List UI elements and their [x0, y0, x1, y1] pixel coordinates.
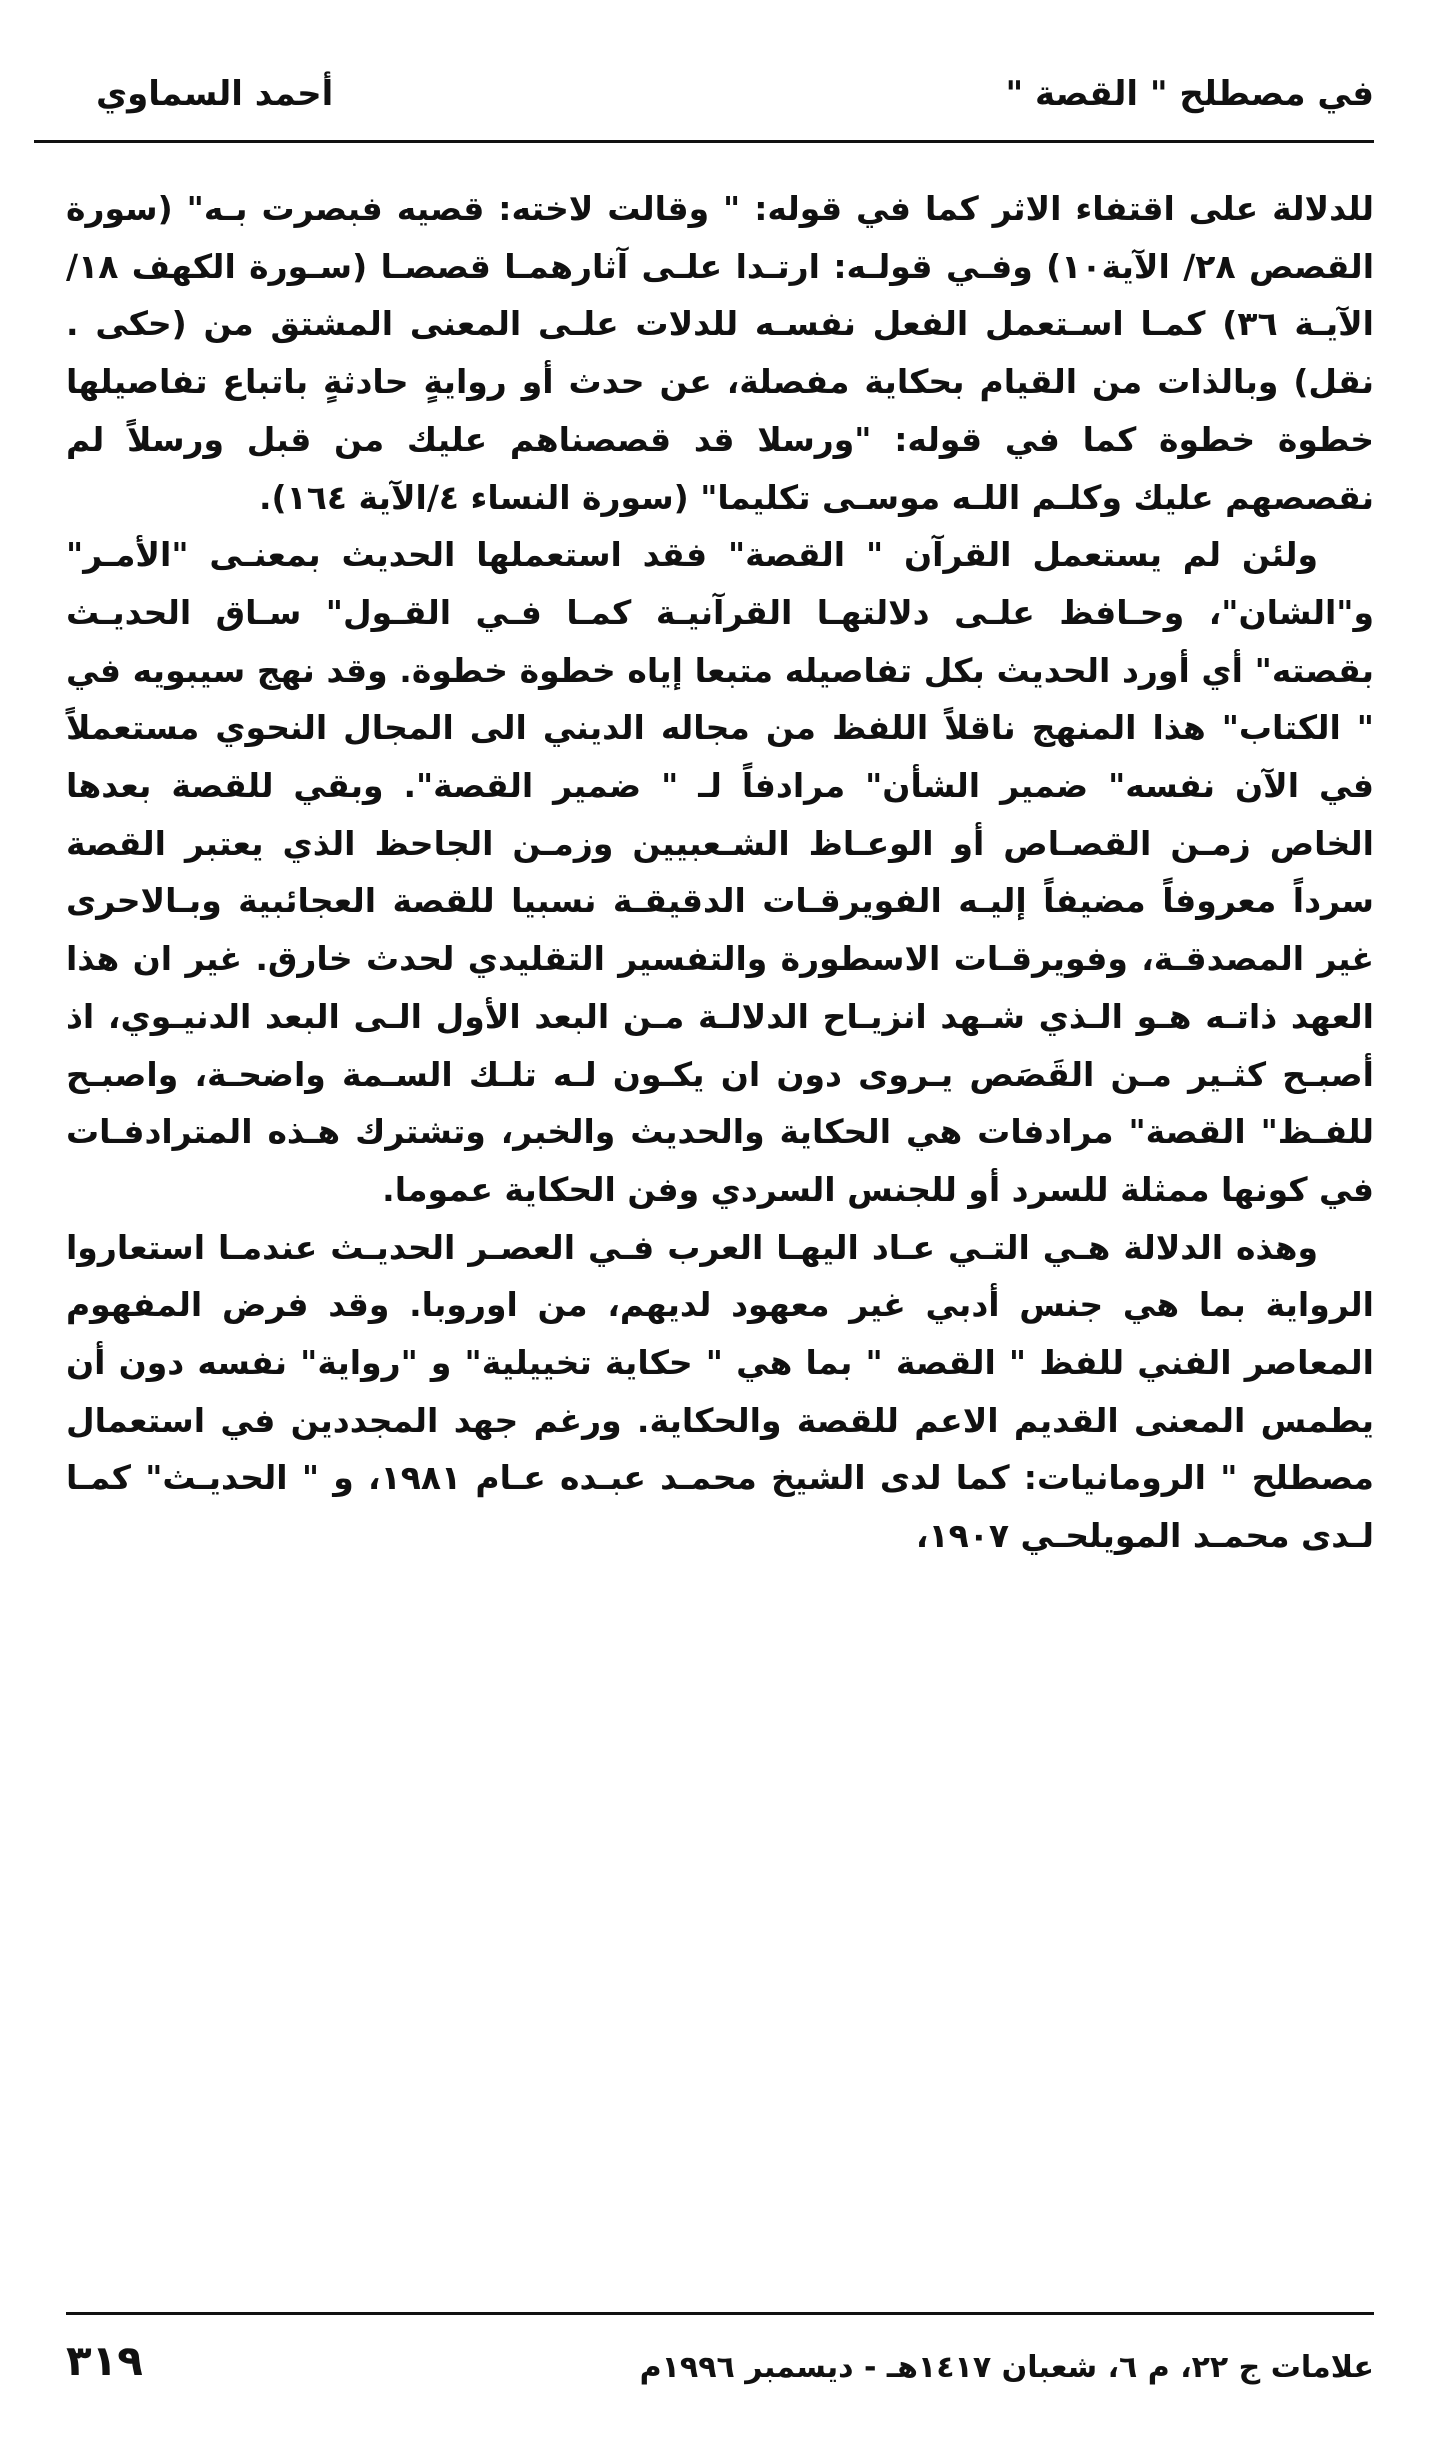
chapter-title: في مصطلح " القصة " [1005, 74, 1374, 114]
page-number: ٣١٩ [66, 2336, 143, 2385]
paragraph-3: وهذه الدلالة هـي التـي عـاد اليهـا العرب فـي العصـر الحديـث عندمـا استعاروا الرواية بما هي جنس أدبي غير معهود لديهم، من اوروبا. وقد فرض المفهوم المعاصر الفني للفظ " القصة " بما هي " حكاية تخييلية" و "رواية" نفسه دون أن يطمس المعنى القديم الاعم للقصة والحكاية. ورغم جهد المجددين في استعمال مصطلح " الرومانيات: كما لدى الشيخ محمـد عبـده عـام ١٩٨١، و " الحديـث" كمـا لـدى محمـد المويلحـي ١٩٠٧، [66, 1227, 1374, 1556]
header-rule [34, 140, 1374, 143]
footer-rule [66, 2312, 1374, 2315]
paragraph-2: ولئن لم يستعمل القرآن " القصة" فقد استعملها الحديث بمعنـى "الأمـر" و"الشان"، وحـافظ علـى دلالتهـا القرآنيـة كمـا فـي القـول" سـاق الحديـث بقصته" أي أورد الحديث بكل تفاصيله متبعا إياه خطوة خطوة. وقد نهج سيبويه في " الكتاب" هذا المنهج ناقلاً اللفظ من مجاله الديني الى المجال النحوي مستعملاً في الآن نفسه" ضمير الشأن" مرادفاً لـ " ضمير القصة". وبقي للقصة بعدها الخاص زمـن القصـاص أو الوعـاظ الشـعبيين وزمـن الجاحظ الذي يعتبر القصة سرداً معروفاً مضيفاً إليـه الفويرقـات الدقيقـة نسبيا للقصة العجائبية وبـالاحرى غير المصدقـة، وفويرقـات الاسطورة والتفسير التقليدي لحدث خارق. غير ان هذا العهد ذاتـه هـو الـذي شـهد انزيـاح الدلالـة مـن البعد الأول الـى البعد الدنيـوي، اذ أصبـح كثـير مـن القَصَص يـروى دون ان يكـون لـه تلـك السـمة واضحـة، واصبـح للفـظ" القصة" مرادفات هي الحكاية والحديث والخبر، وتشترك هـذه المترادفـات في كونها ممثلة للسرد أو للجنس السردي وفن الحكاية عموما. [66, 535, 1374, 1209]
running-header [66, 74, 1374, 134]
paragraph-1: للدلالة على اقتفاء الاثر كما في قوله: " وقالت لاخته: قصيه فبصرت بـه" (سورة القصص ٢٨/ الآية١٠) وفـي قولـه: ارتـدا علـى آثارهمـا قصصـا (سـورة الكهف ١٨/ الآيـة ٣٦) كمـا اسـتعمل الفعل نفسـه للدلات علـى المعنى المشتق من (حكى . نقل) وبالذات من القيام بحكاية مفصلة، عن حدث أو روايةٍ حادثةٍ باتباع تفاصيلها خطوة خطوة كما في قوله: "ورسلا قد قصصناهم عليك من قبل ورسلاً لم نقصصهم عليك وكلـم اللـه موسـى تكليما" (سورة النساء ٤/الآية ١٦٤). [66, 189, 1375, 517]
author-name: أحمد السماوي [96, 74, 334, 114]
journal-citation: علامات ج ٢٢، م ٦، شعبان ١٤١٧هـ - ديسمبر ١٩٩٦م [639, 2350, 1374, 2385]
page-footer [66, 2336, 1374, 2396]
body-text [66, 180, 1374, 1565]
